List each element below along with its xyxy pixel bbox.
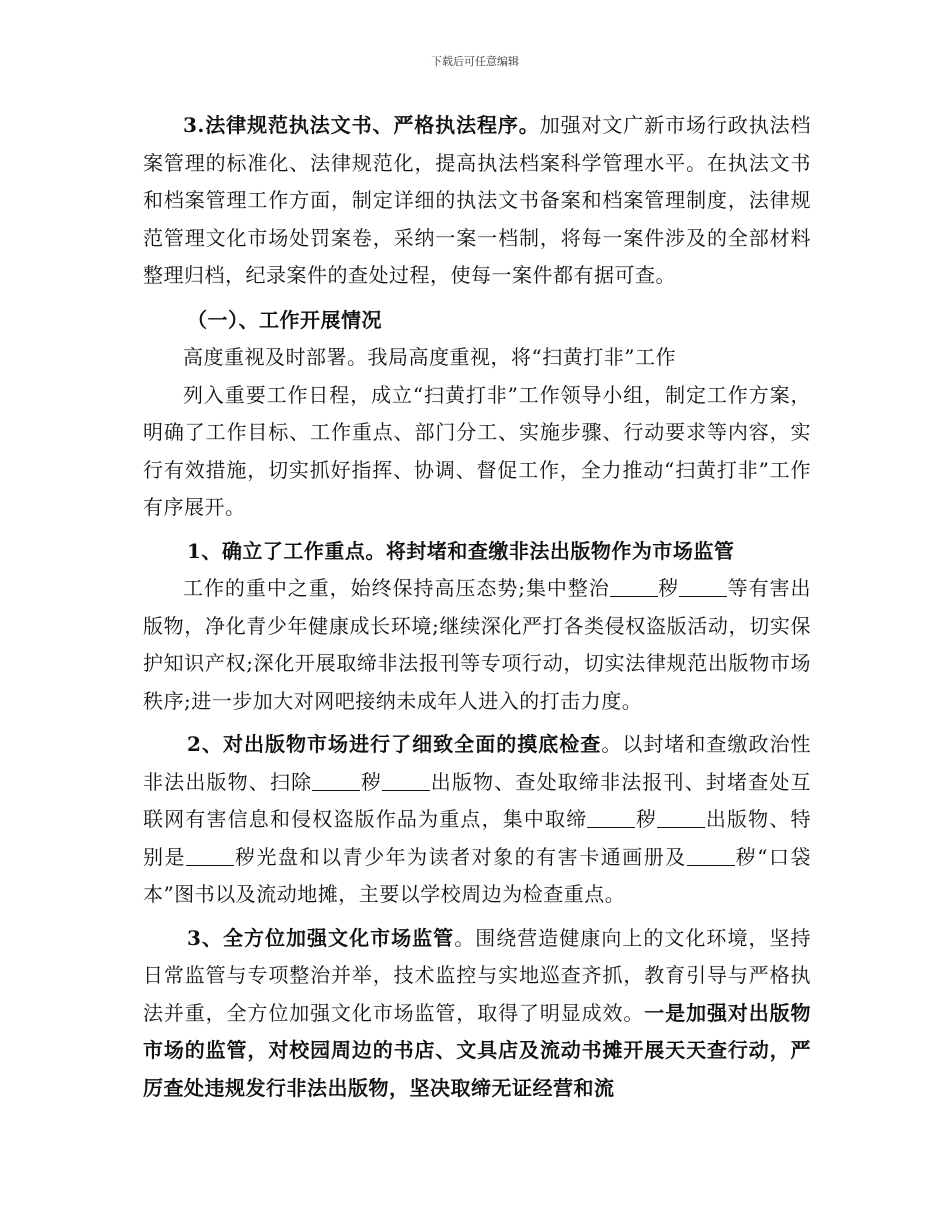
paragraph-deploy-cont xyxy=(143,377,811,527)
page-header: 下载后可任意编辑 xyxy=(431,55,519,68)
paragraph-lead: 1、确立了工作重点。将封堵和查缴非法出版物作为市场监管 xyxy=(187,538,735,563)
paragraph-3-law xyxy=(143,107,811,295)
paragraph-text: 出版物、特别是 xyxy=(143,807,812,869)
paragraph-text: 加强对文广新市场行政执法档案管理的标准化、法律规范化，提高执法档案科学管理水平。在执法文书和档案管理工作方面，制定详细的执法文书备案和档案管理制度，法律规范管理文化市场处罚案卷，采纳一案一档制，将每一案件涉及的全部材料整理归档，纪录案件的查处过程，使每一案件都有据可查。 xyxy=(143,113,811,287)
paragraph-emphasis: 一是加强对出版物市场的监管，对校园周边的书店、文具店及流动书摊开展天天查行动，严厉查处违规发行非法出版物，坚决取缔无证经营和流 xyxy=(143,1000,812,1100)
paragraph-text: 。以封堵和查缴政治性非法出版物、扫除 xyxy=(143,732,812,794)
paragraph-text: 出版物、查处取缔非法报刊、封堵查处互联网有害信息和侵权盗版作品为重点，集中取缔 xyxy=(143,769,812,831)
paragraph-text: 秽 xyxy=(360,769,383,794)
paragraph-lead: 2、对出版物市场进行了细致全面的摸底检查 xyxy=(187,732,602,756)
blank-line xyxy=(382,772,430,791)
blank-line xyxy=(312,772,360,791)
blank-line xyxy=(186,847,234,866)
paragraph-text: 秽光盘和以青少年为读者对象的有害卡通画册及 xyxy=(234,844,687,869)
heading-text: （一）、工作开展情况 xyxy=(187,307,382,332)
paragraph-lead: 3.法律规范执法文书、严格执法程序。 xyxy=(183,113,540,137)
paragraph-deploy xyxy=(143,339,811,377)
section-heading xyxy=(143,302,811,340)
blank-line xyxy=(657,809,705,828)
paragraph-text: 秽“口袋本”图书以及流动地摊，主要以学校周边为检查重点。 xyxy=(143,844,812,906)
blank-line xyxy=(610,578,658,597)
paragraph-text: 等有害出版物，净化青少年健康成长环境;继续深化严打各类侵权盗版活动，切实保护知识产权;深化开展取缔非法报刊等专项行动，切实法律规范出版物市场秩序;进一步加大对网吧接纳未成年人进入的打击力度。 xyxy=(143,576,812,713)
paragraph-text: 秽 xyxy=(635,807,658,831)
paragraph-focus-cont xyxy=(143,570,811,720)
document-body xyxy=(143,107,811,1107)
paragraph-focus xyxy=(143,533,811,571)
paragraph-supervision xyxy=(143,920,811,1108)
paragraph-text: 列入重要工作日程，成立“扫黄打非”工作领导小组，制定工作方案，明确了工作目标、工作重点、部门分工、实施步骤、行动要求等内容，实行有效措施，切实抓好指挥、协调、督促工作，全力推动“扫黄打非”工作有序展开。 xyxy=(143,382,811,519)
paragraph-text: 高度重视及时部署。我局高度重视，将“扫黄打非”工作 xyxy=(183,345,676,369)
paragraph-text: 。围绕营造健康向上的文化环境，坚持日常监管与专项整治并举，技术监控与实地巡查齐抓，教育引导与严格执法并重，全方位加强文化市场监管，取得了明显成效。 xyxy=(143,925,812,1025)
paragraph-text: 工作的重中之重，始终保持高压态势;集中整治 xyxy=(183,576,610,600)
blank-line xyxy=(679,578,727,597)
blank-line xyxy=(687,847,735,866)
paragraph-inspection xyxy=(143,726,811,914)
paragraph-text: 秽 xyxy=(657,576,680,600)
paragraph-lead: 3、全方位加强文化市场监管 xyxy=(187,925,455,950)
blank-line xyxy=(587,809,635,828)
